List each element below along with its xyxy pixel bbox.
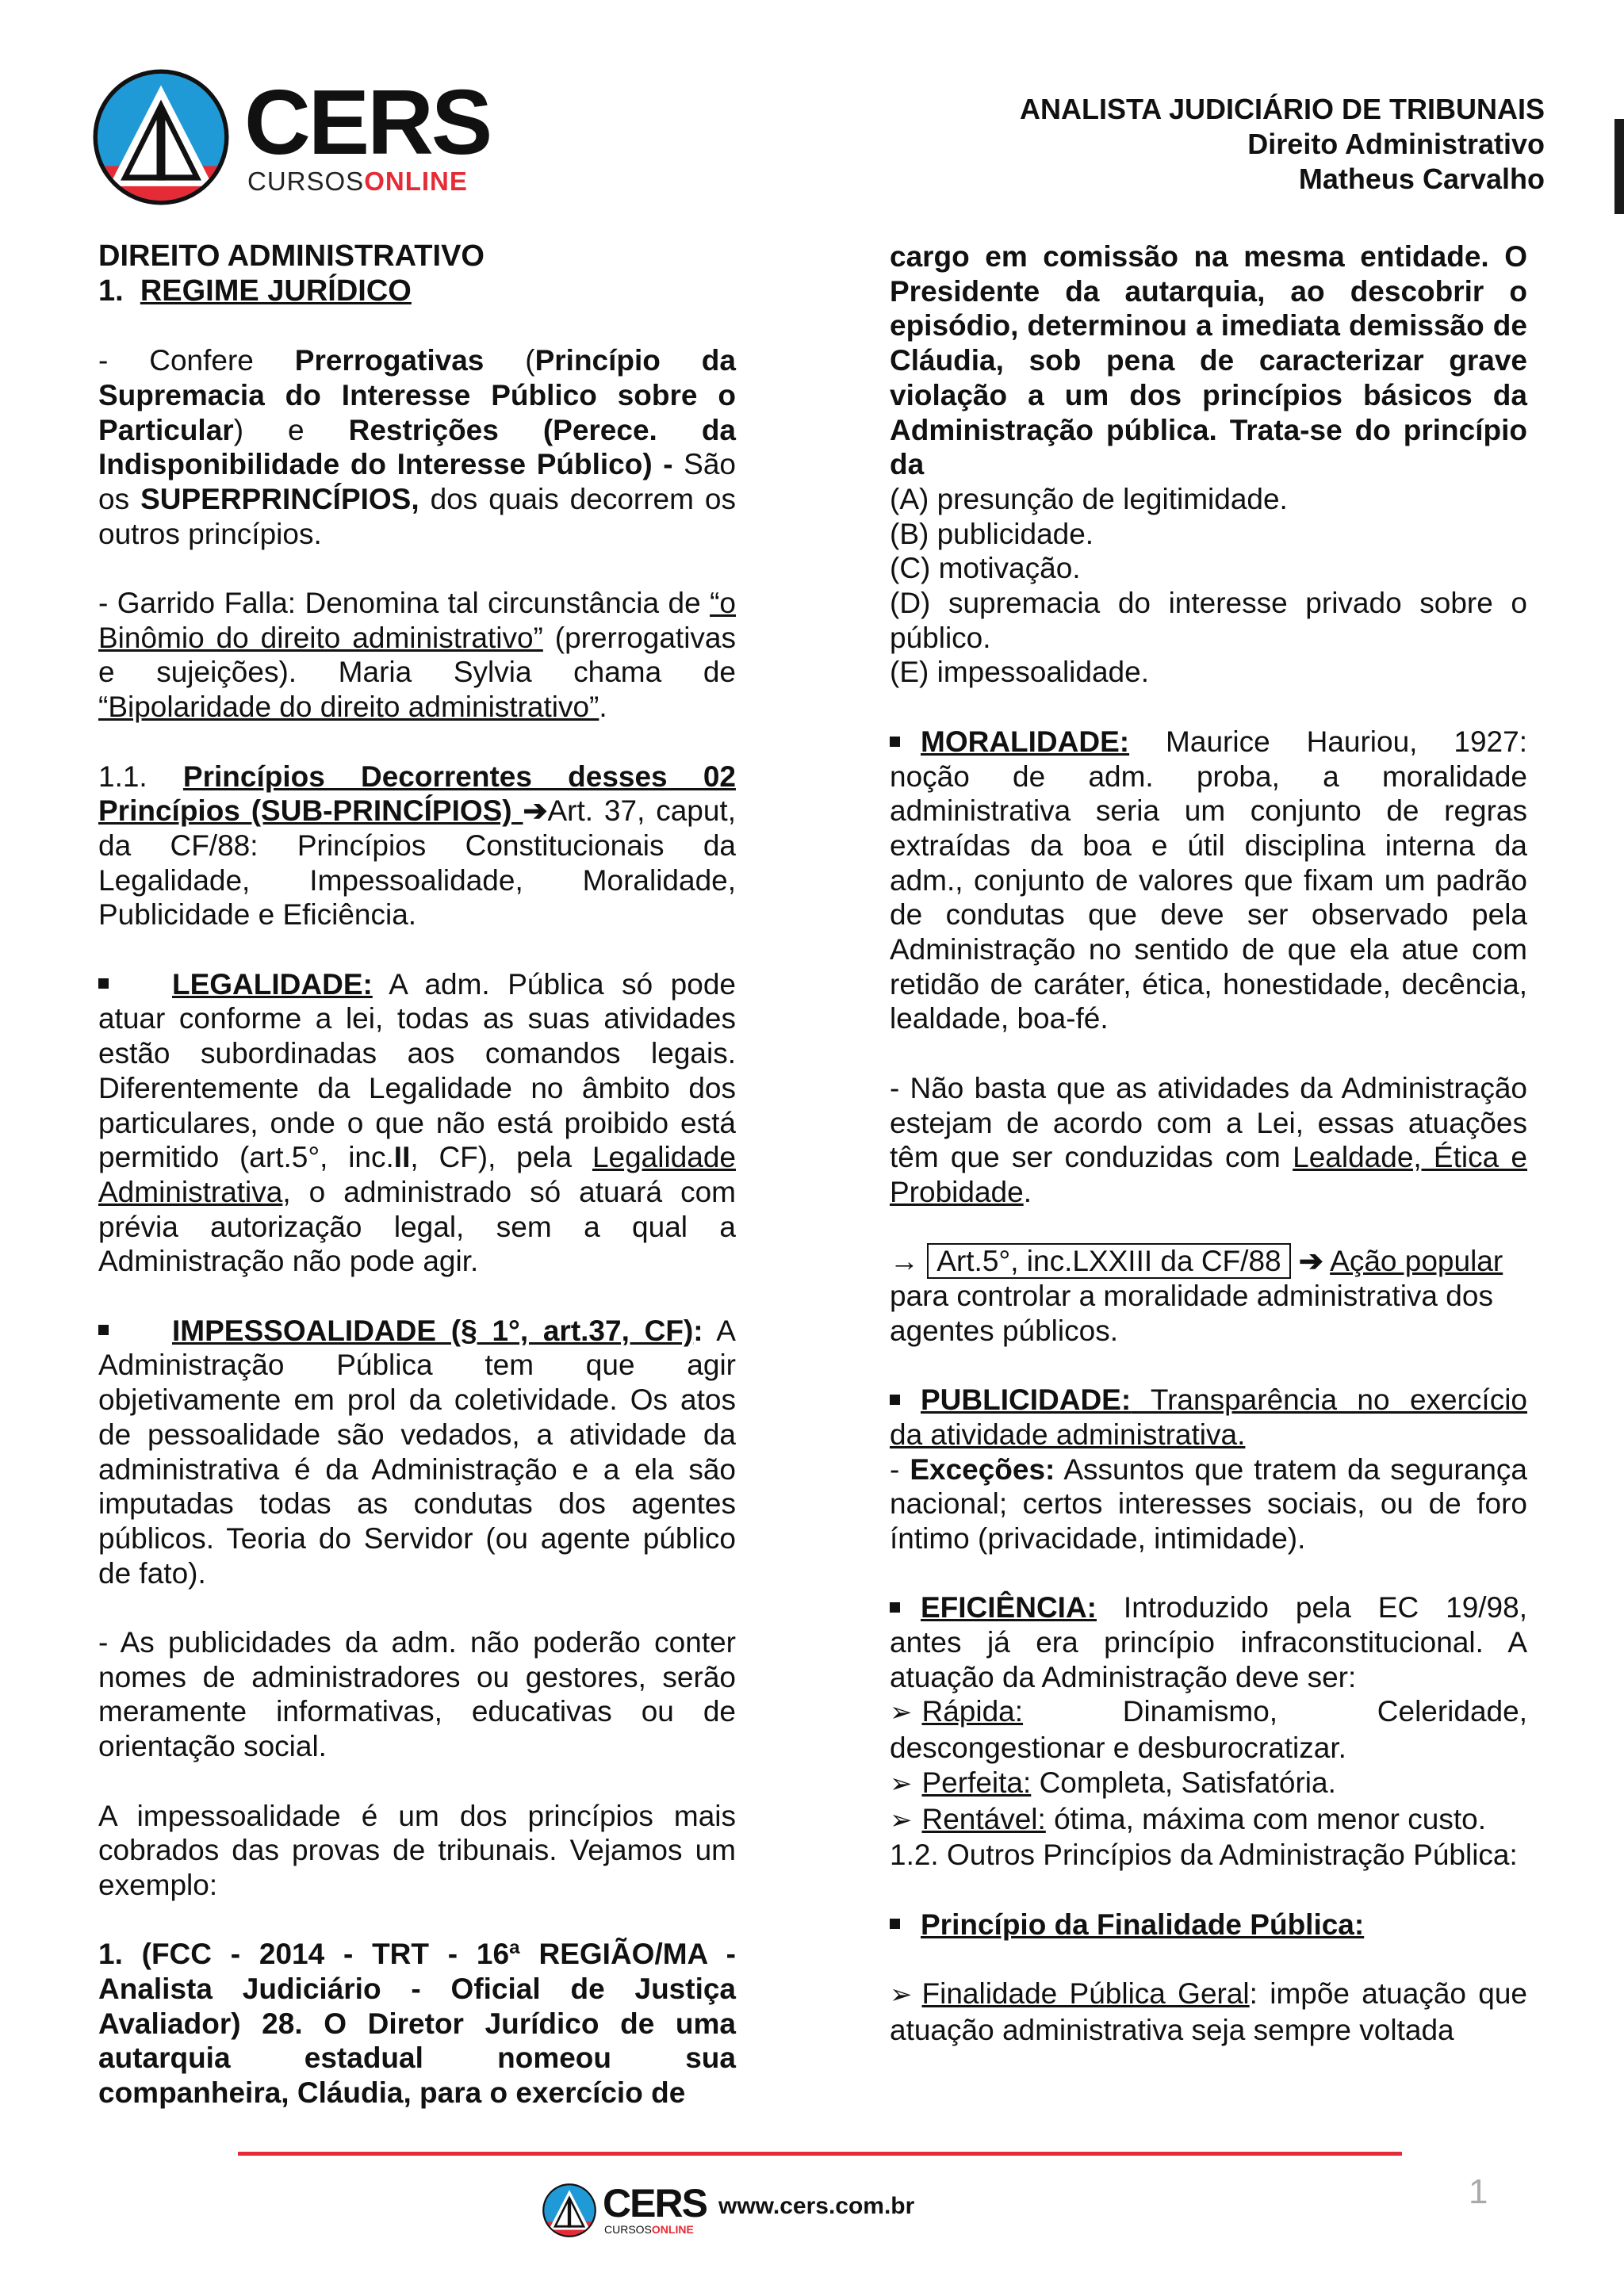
bullet-icon (890, 737, 900, 747)
question-1: 1. (FCC - 2014 - TRT - 16ª REGIÃO/MA - Analista Judiciário - Oficial de Justiça Avaliador) 28. O Diretor Jurídico de uma autarquia estadual nomeou sua companheira, Cláudia, para o exercício de (98, 1938, 736, 2110)
eficiencia-item-rentavel: ➢ Rentável: ótima, máxima com menor custo. (890, 1802, 1527, 1839)
chevron-bullet-icon: ➢ (890, 1980, 913, 2011)
finalidade-geral: ➢ Finalidade Pública Geral: impõe atuação que atuação administrativa seja sempre voltada (890, 1977, 1527, 2046)
principle-legalidade: LEGALIDADE: A adm. Pública só pode atuar conforme a lei, todas as suas atividades estão subordinadas aos comandos legais. Diferentemente da Legalidade no âmbito dos particulares, onde o que não está proibido está permitido (art.5°, inc.II, CF), pela Legalidade Administrativa, o administrado só atuará com prévia autorização legal, sem a qual a Administração não pode agir. (98, 967, 736, 1278)
option-d: (D) supremacia do interesse privado sobre o público. (890, 587, 1527, 654)
left-column (98, 239, 736, 2110)
header-author: Matheus Carvalho (1298, 163, 1545, 195)
bullet-icon (98, 978, 109, 989)
cers-emblem-icon (89, 65, 233, 209)
option-e: (E) impessoalidade. (890, 656, 1149, 689)
article-box: Art.5°, inc.LXXIII da CF/88 (927, 1243, 1290, 1279)
header-subject: Direito Administrativo (1247, 128, 1545, 160)
chevron-bullet-icon: ➢ (890, 1768, 913, 1799)
principle-impessoalidade: IMPESSOALIDADE (§ 1°, art.37, CF): A Administração Pública tem que agir objetivamente em prol da coletividade. Os atos de pessoalidade são vedados, a atividade da administrativa é da Administração e a ela são imputadas todas as condutas dos agentes públicos. Teoria do Servidor (ou agente público de fato). (98, 1314, 736, 1590)
paragraph-nao-basta: - Não basta que as atividades da Administração estejam de acordo com a Lei, essas atuações têm que ser conduzidas com Lealdade, Ética e Probidade. (890, 1071, 1528, 1208)
bullet-icon (890, 1602, 900, 1613)
eficiencia-item-perfeita: ➢ Perfeita: Completa, Satisfatória. (890, 1766, 1527, 1802)
cers-emblem-icon (541, 2182, 598, 2239)
doc-title: DIREITO ADMINISTRATIVO (98, 239, 485, 273)
section-1-1: 1.1. Princípios Decorrentes desses 02 Princípios (SUB-PRINCÍPIOS) ➔Art. 37, caput, da CF/88: Princípios Constitucionais da Legalidade, Impessoalidade, Moralidade, Publicidade e Eficiência. (98, 760, 736, 932)
paragraph-garrido-falla: - Garrido Falla: Denomina tal circunstância de “o Binômio do direito administrativo” (prerrogativas e sujeições). Maria Sylvia chama de “Bipolaridade do direito administrativo”. (98, 587, 737, 724)
bullet-icon (98, 1325, 109, 1335)
arrow-icon: ➔ (1298, 1245, 1323, 1278)
footer-wordmark: CERS (603, 2181, 707, 2225)
principle-eficiencia: EFICIÊNCIA: Introduzido pela EC 19/98, antes já era princípio infraconstitucional. A atuação da Administração deve ser: (890, 1591, 1527, 1693)
arrow-icon: ➔ (523, 794, 548, 828)
paragraph-acao-popular: → Art.5°, inc.LXXIII da CF/88 ➔ Ação popular para controlar a moralidade administrativa dos agentes públicos. (890, 1245, 1503, 1347)
footer-url[interactable]: www.cers.com.br (718, 2193, 915, 2219)
paragraph-prerrogativas: - Confere Prerrogativas (Princípio da Supremacia do Interesse Público sobre o Particular) e Restrições (Perece. da Indisponibilidade do Interesse Público) - São os SUPERPRINCÍPIOS, dos quais decorrem os outros princípios. (98, 344, 736, 550)
paragraph-exemplo: A impessoalidade é um dos princípios mais cobrados das provas de tribunais. Vejamos um exemplo: (98, 1799, 736, 1901)
footer-logo (541, 2182, 723, 2242)
option-a: (A) presunção de legitimidade. (890, 482, 1288, 515)
principle-publicidade: PUBLICIDADE: Transparência no exercício da atividade administrativa. (890, 1383, 1527, 1451)
bullet-icon (890, 1919, 900, 1929)
bullet-icon (890, 1395, 900, 1405)
document-header (1020, 92, 1545, 197)
cers-logo (89, 65, 491, 209)
principle-finalidade: Princípio da Finalidade Pública: (890, 1908, 1527, 1942)
arrow-right-icon: → (890, 1245, 919, 1278)
footer-divider (238, 2152, 1402, 2156)
right-column (890, 239, 1527, 2047)
option-c: (C) motivação. (890, 552, 1081, 585)
chevron-bullet-icon: ➢ (890, 1697, 913, 1728)
logo-subtitle: CURSOSONLINE (247, 166, 468, 196)
footer-logo-subtitle: CURSOSONLINE (604, 2223, 694, 2236)
publicidade-excecoes: - Exceções: Assuntos que tratem da segurança nacional; certos interesses sociais, ou de foro íntimo (privacidade, intimidade). (890, 1452, 1527, 1555)
section-1-heading: 1. REGIME JURÍDICO (98, 274, 412, 308)
question-1-continued: cargo em comissão na mesma entidade. O Presidente da autarquia, ao descobrir o episódio, determinou a imediata demissão de Cláudia, sob pena de caracterizar grave violação a um dos princípios básicos da Administração pública. Trata-se do princípio da (890, 240, 1527, 481)
option-b: (B) publicidade. (890, 517, 1094, 550)
eficiencia-item-rapida: ➢ Rápida: Dinamismo, Celeridade, descongestionar e desburocratizar. (890, 1695, 1527, 1765)
logo-wordmark: CERS (244, 71, 491, 174)
chevron-bullet-icon: ➢ (890, 1804, 913, 1835)
section-1-2: 1.2. Outros Princípios da Administração Pública: (890, 1839, 1518, 1872)
page-edge-mark (1614, 119, 1624, 214)
header-course: ANALISTA JUDICIÁRIO DE TRIBUNAIS (1019, 93, 1545, 125)
principle-moralidade: MORALIDADE: Maurice Hauriou, 1927: noção de adm. proba, a moralidade administrativa seria um conjunto de regras extraídas da boa e útil disciplina interna da adm., conjunto de valores que fixam um padrão de condutas que deve ser observado pela Administração no sentido de que ela atue com retidão de caráter, ética, honestidade, decência, lealdade, boa-fé. (890, 725, 1527, 1035)
paragraph-publicidades: - As publicidades da adm. não poderão conter nomes de administradores ou gestores, serão meramente informativas, educativas ou de orientação social. (98, 1626, 736, 1763)
page-number: 1 (1469, 2172, 1488, 2211)
